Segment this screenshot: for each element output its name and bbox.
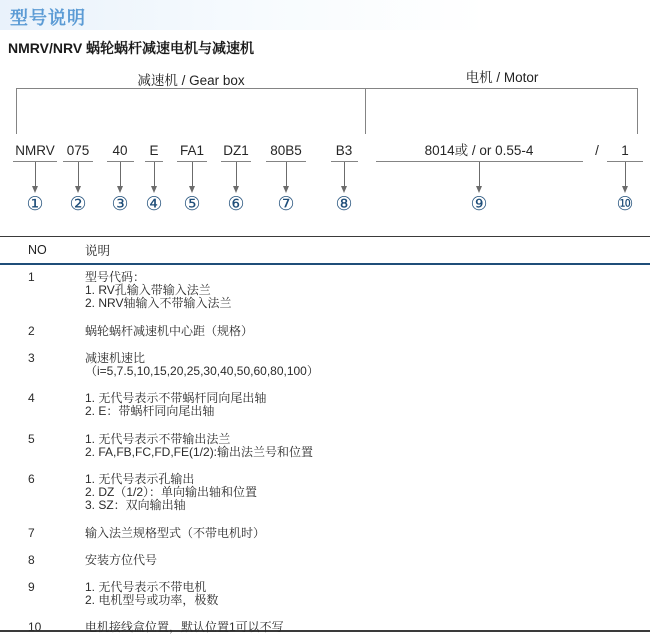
table-row bbox=[0, 607, 650, 634]
model-separator: / bbox=[595, 143, 599, 158]
table-row bbox=[0, 378, 650, 418]
segment-code: NMRV bbox=[15, 143, 55, 158]
segment-code: 8014或 / or 0.55-4 bbox=[424, 143, 534, 158]
product-subtitle: NMRV/NRV 蜗轮蜗杆减速电机与减速机 bbox=[8, 40, 255, 56]
down-arrow-icon bbox=[341, 162, 347, 193]
segment-number-badge: ⑩ bbox=[616, 194, 634, 215]
down-arrow-icon bbox=[117, 162, 123, 193]
description-line: 电机接线盒位置，默认位置1可以不写 bbox=[85, 620, 284, 635]
row-number: 1 bbox=[28, 270, 35, 284]
model-segment bbox=[63, 140, 93, 216]
table-header-row bbox=[0, 237, 650, 265]
table-row bbox=[0, 311, 650, 338]
segment-number-badge: ③ bbox=[111, 194, 129, 215]
segment-code: 1 bbox=[621, 143, 629, 158]
row-number: 2 bbox=[28, 323, 35, 338]
segment-code: FA1 bbox=[179, 143, 204, 158]
row-number: 10 bbox=[28, 620, 42, 635]
table-header-no: NO bbox=[28, 243, 47, 257]
segment-number-badge: ② bbox=[69, 194, 87, 215]
row-description bbox=[85, 554, 650, 567]
description-line: 输入法兰规格型式（不带电机时） bbox=[85, 525, 266, 540]
description-line: 安装方位代号 bbox=[85, 552, 158, 567]
segment-number-badge: ⑤ bbox=[183, 194, 201, 215]
model-segment bbox=[376, 140, 583, 216]
row-description bbox=[85, 527, 650, 540]
table-row bbox=[0, 265, 650, 311]
title-bar bbox=[0, 0, 650, 30]
description-line: 2. NRV轴输入不带输入法兰 bbox=[85, 296, 232, 311]
down-arrow-icon bbox=[233, 162, 239, 193]
description-line: 1. 无代号表示不带电机 bbox=[85, 580, 207, 595]
model-segment bbox=[266, 140, 306, 216]
segment-number-badge: ④ bbox=[145, 194, 163, 215]
table-body bbox=[0, 265, 650, 635]
down-arrow-icon bbox=[622, 162, 628, 193]
down-arrow-icon bbox=[476, 162, 482, 193]
down-arrow-icon bbox=[151, 162, 157, 193]
motor-section-label: 电机 / Motor bbox=[465, 70, 539, 85]
row-number: 9 bbox=[28, 580, 35, 595]
description-line: 2. DZ（1/2）：单向输出轴和位置 bbox=[85, 485, 258, 500]
row-description bbox=[85, 271, 650, 311]
description-line: 3. SZ：双向输出轴 bbox=[85, 498, 186, 513]
row-description bbox=[85, 621, 650, 634]
row-number: 7 bbox=[28, 525, 35, 540]
segment-number-badge: ⑥ bbox=[227, 194, 245, 215]
description-line: 型号代码： bbox=[85, 270, 146, 284]
motor-bracket bbox=[366, 88, 638, 134]
row-description bbox=[85, 325, 650, 338]
table-row bbox=[0, 459, 650, 513]
down-arrow-icon bbox=[75, 162, 81, 193]
gearbox-section-label: 减速机 / Gear box bbox=[137, 73, 245, 88]
gearbox-bracket bbox=[16, 88, 366, 134]
segment-code: 40 bbox=[112, 143, 128, 158]
model-segment bbox=[13, 140, 57, 216]
segment-code: DZ1 bbox=[223, 143, 249, 158]
page-title: 型号说明 bbox=[10, 8, 86, 28]
table-row bbox=[0, 419, 650, 459]
down-arrow-icon bbox=[32, 162, 38, 193]
row-description bbox=[85, 352, 650, 378]
down-arrow-icon bbox=[189, 162, 195, 193]
row-description bbox=[85, 392, 650, 418]
row-number: 3 bbox=[28, 350, 35, 365]
segment-number-badge: ⑧ bbox=[335, 194, 353, 215]
description-line: 蜗轮蜗杆减速机中心距（规格） bbox=[85, 323, 254, 338]
description-line: 减速机速比 bbox=[85, 350, 146, 365]
segment-code: B3 bbox=[335, 143, 353, 158]
description-line: 2. 电机型号或功率，极数 bbox=[85, 593, 219, 608]
row-number: 4 bbox=[28, 391, 35, 406]
segment-code: 80B5 bbox=[270, 143, 302, 158]
description-line: 2. E：带蜗杆同向尾出轴 bbox=[85, 404, 215, 419]
description-line: （i=5,7.5,10,15,20,25,30,40,50,60,80,100） bbox=[85, 364, 319, 379]
model-segment bbox=[177, 140, 207, 216]
segment-number-badge: ① bbox=[26, 194, 44, 215]
row-description bbox=[85, 473, 650, 513]
model-segment bbox=[107, 140, 134, 216]
segment-number-badge: ⑦ bbox=[277, 194, 295, 215]
down-arrow-icon bbox=[283, 162, 289, 193]
model-segment bbox=[331, 140, 358, 216]
segment-code: 075 bbox=[66, 143, 90, 158]
table-header-desc: 说明 bbox=[85, 244, 111, 258]
description-line: 1. RV孔输入带输入法兰 bbox=[85, 283, 211, 298]
table-row bbox=[0, 513, 650, 540]
segment-number-badge: ⑨ bbox=[470, 194, 488, 215]
model-segment bbox=[221, 140, 251, 216]
model-segment bbox=[607, 140, 643, 216]
row-description bbox=[85, 433, 650, 459]
description-line: 1. 无代号表示孔输出 bbox=[85, 472, 195, 487]
table-row bbox=[0, 338, 650, 378]
description-line: 2. FA,FB,FC,FD,FE(1/2):输出法兰号和位置 bbox=[85, 444, 314, 459]
explanation-table bbox=[0, 236, 650, 635]
row-description bbox=[85, 581, 650, 607]
table-row bbox=[0, 540, 650, 567]
model-segment bbox=[145, 140, 163, 216]
segment-code: E bbox=[149, 143, 159, 158]
row-number: 5 bbox=[28, 431, 35, 446]
description-line: 1. 无代号表示不带输出法兰 bbox=[85, 431, 231, 446]
row-number: 8 bbox=[28, 552, 35, 567]
table-row bbox=[0, 567, 650, 607]
row-number: 6 bbox=[28, 472, 35, 487]
description-line: 1. 无代号表示不带蜗杆同向尾出轴 bbox=[85, 391, 267, 406]
